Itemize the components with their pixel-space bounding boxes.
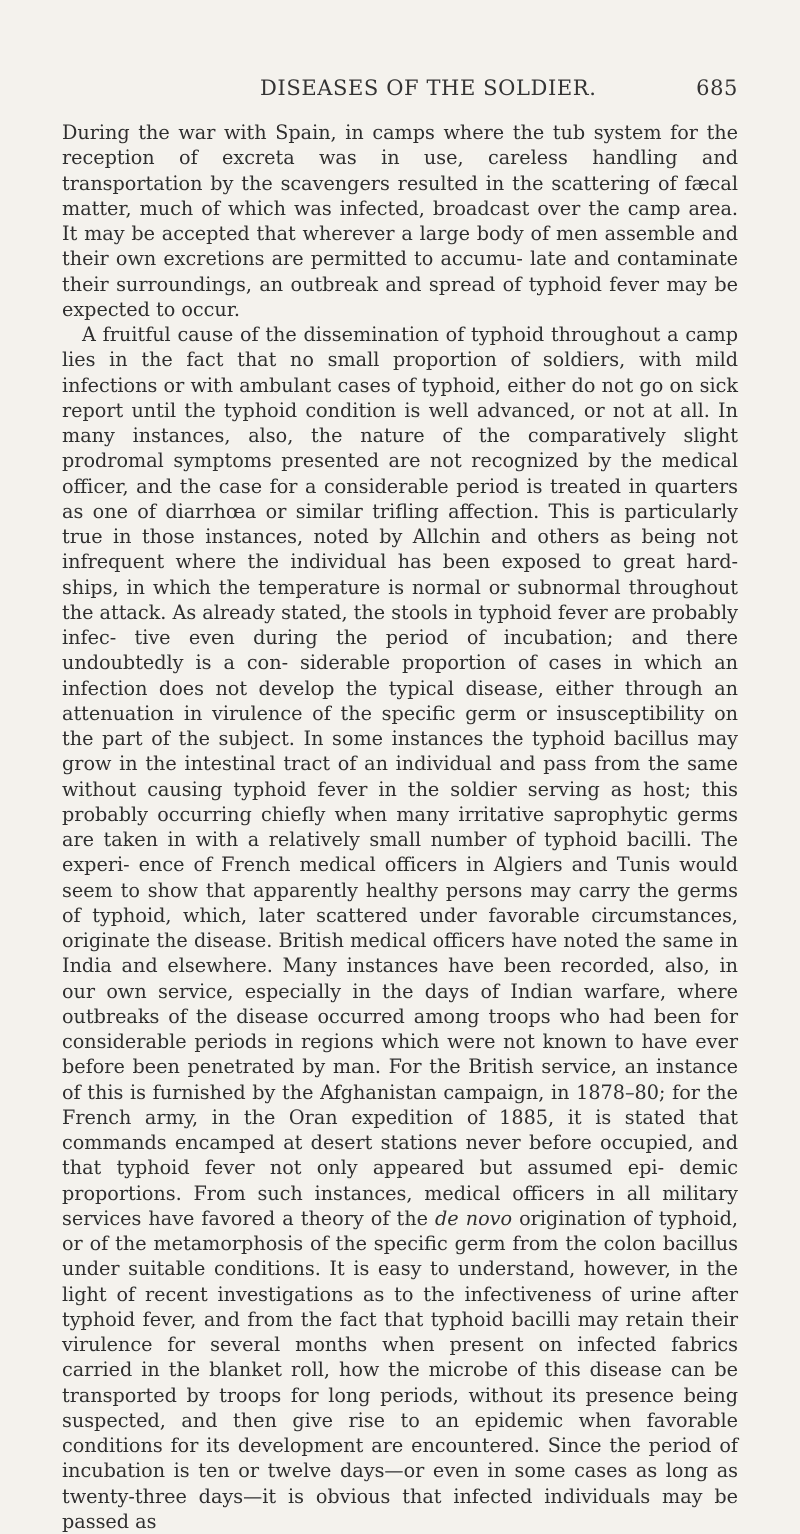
paragraph-2-italic: de novo <box>435 1206 513 1230</box>
paragraph-2-part-1: A fruitful cause of the dissemination of typhoid throughout a camp lies in the fact that no small proportion of soldiers, with mild infections or with ambulant cases of typhoid, either do not go on sick report until the typhoid condition is well advanced, or not at all. In many instances, also, the nature of the comparatively slight prodromal symptoms presented are not recognized by the medical officer, and the case for a considerable period is treated in quarters as one of diarrhœa or similar trifling affection. This is particularly true in those instances, noted by Allchin and others as being not infrequent where the individual has been exposed to great hard- ships, in which the temperature is normal or subnormal throughout the attack. As already stated, the stools in typhoid fever are probably infec- tive even during the period of incubation; and there undoubtedly is a con- siderable proportion of cases in which an infection does not develop the typical disease, either through an attenuation in virulence of the specific germ or insusceptibility on the part of the subject. In some instances the typhoid bacillus may grow in the intestinal tract of an individual and pass from the same without causing typhoid fever in the soldier serving as host; this probably occurring chiefly when many irritative saprophytic germs are taken in with a relatively small number of typhoid bacilli. The experi- ence of French medical officers in Algiers and Tunis would seem to show that apparently healthy persons may carry the germs of typhoid, which, later scattered under favorable circumstances, originate the disease. British medical officers have noted the same in India and elsewhere. Many instances have been recorded, also, in our own service, especially in the days of Indian warfare, where outbreaks of the disease occurred among troops who had been for considerable periods in regions which were not known to have ever before been penetrated by man. For the British service, an instance of this is furnished by the Afghanistan campaign, in 1878–80; for the French army, in the Oran expedition of 1885, it is stated that commands encamped at desert stations never before occupied, and that typhoid fever not only appeared but assumed epi- demic proportions. From such instances, medical officers in all military services have favored a theory of the <box>62 323 738 1230</box>
page-number: 685 <box>696 76 738 100</box>
page-title: DISEASES OF THE SOLDIER. <box>260 76 597 100</box>
running-head <box>62 76 738 116</box>
paragraph-2-part-2: origination of typhoid, or of the metamorphosis of the specific germ from the colon bacillus under suitable conditions. It is easy to understand, however, in the light of recent investigations as to the infectiveness of urine after typhoid fever, and from the fact that typhoid bacilli may retain their virulence for several months when present on infected fabrics carried in the blanket roll, how the microbe of this disease can be transported by troops for long periods, without its presence being suspected, and then give rise to an epidemic when favorable conditions for its development are encountered. Since the period of incubation is ten or twelve days—or even in some cases as long as twenty-three days—it is obvious that infected individuals may be passed as <box>62 1206 738 1533</box>
body-text <box>62 120 738 1534</box>
paragraph-2 <box>62 322 738 1534</box>
paragraph-1: During the war with Spain, in camps where the tub system for the reception of excreta was in use, careless handling and transportation by the scavengers resulted in the scattering of fæcal matter, much of which was infected, broadcast over the camp area. It may be accepted that wherever a large body of men assemble and their own excretions are permitted to accumu- late and contaminate their surroundings, an outbreak and spread of typhoid fever may be expected to occur. <box>62 121 738 321</box>
